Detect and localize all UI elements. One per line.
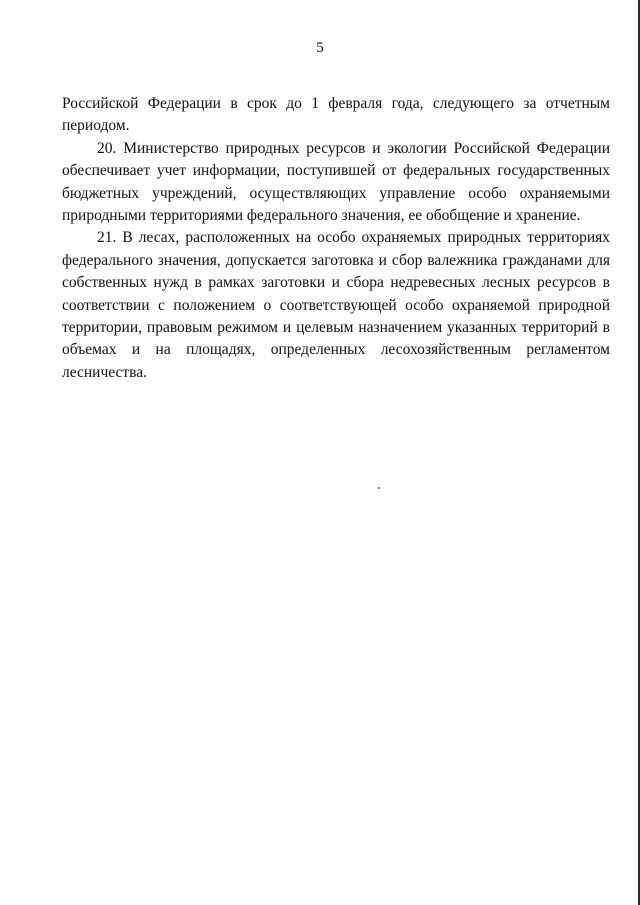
scan-speck [378, 487, 380, 489]
paragraph-21: 21. В лесах, расположенных на особо охраняемых природных территориях федерального значения, допускается заготовка и сбор валежника гражданами для собственных нужд в рамках заготовки и сбора недревесных лесных ресурсов в соответствии с положением о соответствующей особо охраняемой природной территории, правовым режимом и целевым назначением указанных территорий в объемах и на площадях, определенных лесохозяйственным регламентом лесничества. [62, 229, 610, 381]
page-number: 5 [316, 40, 324, 56]
paragraph-continuation: Российской Федерации в срок до 1 февраля года, следующего за отчетным периодом. [62, 95, 610, 135]
document-body [62, 93, 610, 384]
paragraph-20: 20. Министерство природных ресурсов и экологии Российской Федерации обеспечивает учет информации, поступившей от федеральных государственных бюджетных учреждений, осуществляющих управление особо охраняемыми природными территориями федерального значения, ее обобщение и хранение. [62, 139, 610, 225]
